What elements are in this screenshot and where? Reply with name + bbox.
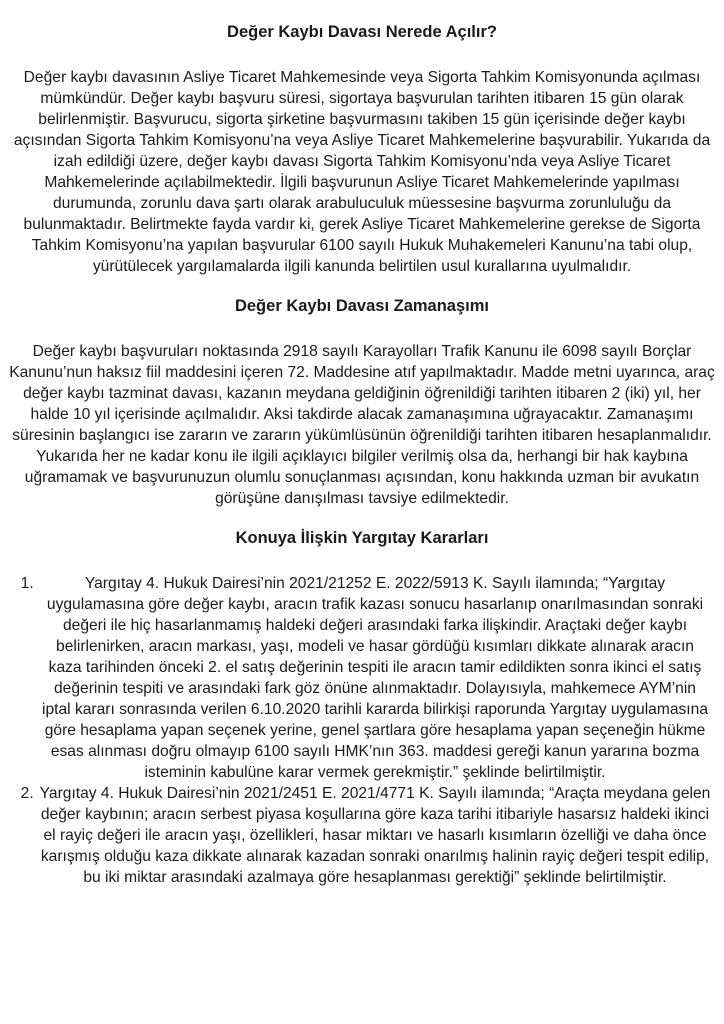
paragraph-lawyer-advice: Yukarıda her ne kadar konu ile ilgili açıklayıcı bilgiler verilmiş olsa da, herhangi bir hak kaybına uğramamak ve başvurunuzun olumlu sonuçlanması açısından, konu hakkında uzman bir avukatın görüşüne danışılması tavsiye edilmektedir. — [24, 448, 700, 507]
section-statute-of-limitations — [8, 296, 716, 509]
section-where-to-file — [8, 22, 716, 277]
section-court-decisions — [8, 528, 716, 888]
section-heading-court-decisions: Konuya İlişkin Yargıtay Kararları — [235, 529, 489, 547]
decision-list-item-2: 2. Yargıtay 4. Hukuk Dairesi’nin 2021/2451 E. 2021/4771 K. Sayılı ilamında; “Araçta meydana gelen değer kaybının; aracın serbest piyasa koşullarına göre kaza tarihi itibariyle hasarsız haldeki ikinci el rayiç değeri ile aracın yaşı, özellikleri, hasar miktarı ve hasarlı kısımların özelliği ve daha önce karışmış olduğu kaza dikkate alınarak kazadan sonraki onarılmış halinin rayiç değeri tespit edilip, bu iki miktar arasındaki azalmaya göre hesaplanması gerektiği” şeklinde belirtilmiştir. — [38, 783, 712, 888]
paragraph-where-to-file: Değer kaybı davasının Asliye Ticaret Mahkemesinde veya Sigorta Tahkim Komisyonunda açılması mümkündür. Değer kaybı başvuru süresi, sigortaya başvurulan tarihten itibaren 15 gün olarak belirlenmiştir. Başvurucu, sigorta şirketine başvurmasını takiben 15 gün içerisinde değer kaybı açısından Sigorta Tahkim Komisyonu’na veya Asliye Ticaret Mahkemelerine başvurabilir. Yukarıda da izah edildiği üzere, değer kaybı davası Sigorta Tahkim Komisyonu’nda veya Asliye Ticaret Mahkemelerinde açılabilmektedir. İlgili başvurunun Asliye Ticaret Mahkemelerinde yapılması durumunda, zorunlu dava şartı olarak arabuluculuk müessesine başvurma zorunluluğu da bulunmaktadır. Belirtmekte fayda vardır ki, gerek Asliye Ticaret Mahkemelerine gerekse de Sigorta Tahkim Komisyonu’na yapılan başvurular 6100 sayılı Hukuk Muhakemeleri Kanunu’na tabi olup, yürütülecek yargılamalarda ilgili kanunda belirtilen usul kurallarına uyulmalıdır. — [13, 69, 711, 275]
decision-list-item-1: 1. Yargıtay 4. Hukuk Dairesi’nin 2021/21252 E. 2022/5913 K. Sayılı ilamında; “Yargıtay uygulamasına göre değer kaybı, aracın trafik kazası sonucu hasarlanıp onarılmasından sonraki değeri ile hiç hasarlanmamış haldeki değeri arasındaki farka ilişkindir. Araçtaki değer kaybı belirlenirken, aracın markası, yaşı, modeli ve hasar gördüğü kısımları dikkate alınarak aracın kaza tarihinden önceki 2. el satış değerinin tespiti ile aracın tamir edildikten sonra ikinci el satış değerinin tespiti ve arasındaki fark göz önüne alınmaktadır. Dolayısıyla, mahkemece AYM’nin iptal kararı sonrasında verilen 6.10.2020 tarihli kararda bilirkişi raporunda Yargıtay uygulamasına göre hesaplama yapan seçenek yerine, genel şartlara göre hesaplama yapan seçeneğin hükme esas alınması doğru olmayıp 6100 sayılı HMK’nın 363. maddesi gereği kanun yararına bozma isteminin kabulüne karar vermek gerekmiştir.” şeklinde belirtilmiştir. — [38, 573, 712, 783]
paragraph-statute-of-limitations: Değer kaybı başvuruları noktasında 2918 sayılı Karayolları Trafik Kanunu ile 6098 sayılı Borçlar Kanunu’nun haksız fiil maddesini içeren 72. Maddesine atıf yapılmaktadır. Madde metni uyarınca, araç değer kaybı tazminat davası, kazanın meydana geldiğinin öğrenildiği tarihten itibaren 2 (iki) yıl, her halde 10 yıl içerisinde açılmalıdır. Aksi takdirde alacak zamanaşımına uğrayacaktır. Zamanaşımı süresinin başlangıcı ise zararın ve zararın yükümlüsünün öğrenildiği tarihten itibaren hesaplanmalıdır. — [9, 343, 715, 444]
section-heading-statute-of-limitations: Değer Kaybı Davası Zamanaşımı — [234, 297, 490, 315]
section-heading-where-to-file: Değer Kaybı Davası Nerede Açılır? — [227, 23, 497, 41]
yargitay-decision-list — [8, 573, 716, 888]
